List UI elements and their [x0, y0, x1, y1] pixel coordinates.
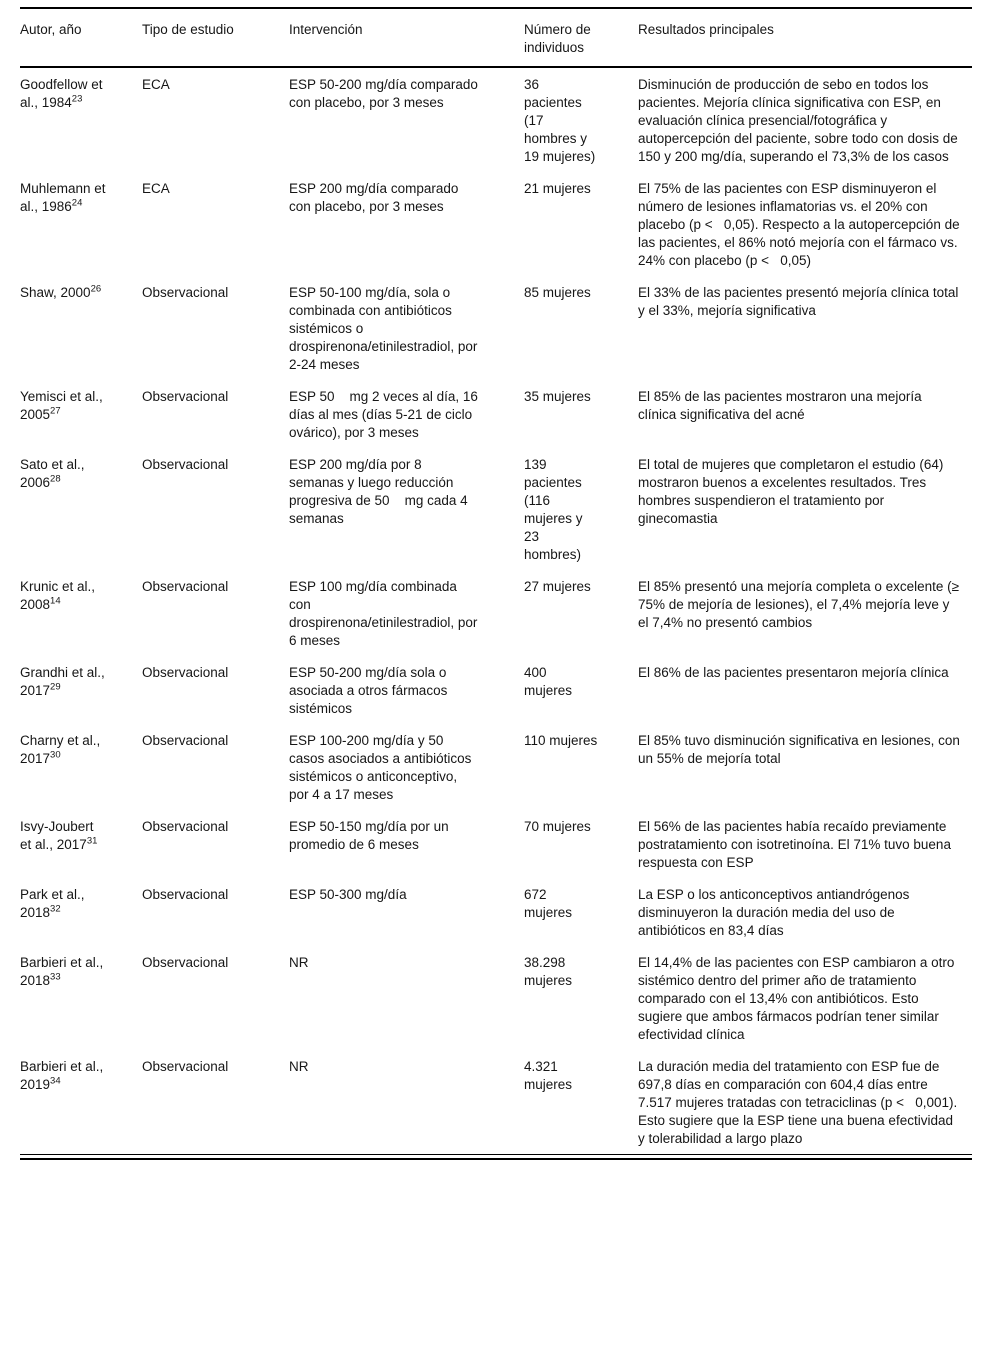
results-cell: El 85% presentó una mejoría completa o excelente (≥ 75% de mejoría de lesiones), el 7,4% mejoría leve y el 7,4% no presentó cambios — [638, 579, 960, 630]
author-cell — [20, 810, 142, 878]
intervention-cell: ESP 200 mg/día comparado con placebo, por 3 meses — [289, 181, 459, 214]
num-individuals-cell: 400 mujeres — [524, 665, 573, 698]
author-cell — [20, 946, 142, 1050]
citation-ref: 32 — [50, 903, 61, 915]
author-text: Yemisci et al., 2005 — [20, 389, 103, 422]
table-row — [20, 570, 972, 656]
table-row — [20, 878, 972, 946]
citation-ref: 14 — [50, 595, 61, 607]
study-type-cell: Observacional — [142, 887, 229, 902]
study-type-cell: Observacional — [142, 665, 229, 680]
table-row — [20, 448, 972, 570]
table-row — [20, 380, 972, 448]
citation-ref: 33 — [50, 971, 61, 983]
study-type-cell: ECA — [142, 181, 170, 196]
author-text: Barbieri et al., 2019 — [20, 1059, 104, 1092]
study-type-cell: Observacional — [142, 955, 229, 970]
col-header-study-type: Tipo de estudio — [142, 8, 289, 67]
num-individuals-cell: 21 mujeres — [524, 181, 591, 196]
author-text: Goodfellow et al., 1984 — [20, 77, 103, 110]
study-type-cell: Observacional — [142, 389, 229, 404]
table-row — [20, 946, 972, 1050]
citation-ref: 26 — [90, 283, 102, 295]
study-type-cell: Observacional — [142, 1059, 229, 1074]
intervention-cell: NR — [289, 1059, 309, 1074]
num-individuals-cell: 85 mujeres — [524, 285, 591, 300]
results-cell: La ESP o los anticonceptivos antiandrógenos disminuyeron la duración media del uso de antibióticos en 83,4 días — [638, 887, 910, 938]
intervention-cell: ESP 50-300 mg/día — [289, 887, 407, 902]
study-type-cell: Observacional — [142, 457, 229, 472]
author-text: Isvy-Joubert et al., 2017 — [20, 819, 94, 852]
results-cell: El 14,4% de las pacientes con ESP cambiaron a otro sistémico dentro del primer año de tratamiento comparado con el 13,4% con antibióticos. Esto sugiere que ambos fármacos podrían tener similar efectividad clínica — [638, 955, 955, 1042]
author-cell — [20, 656, 142, 724]
author-text: Sato et al., 2006 — [20, 457, 85, 490]
author-cell — [20, 172, 142, 276]
table-row — [20, 656, 972, 724]
author-cell — [20, 380, 142, 448]
num-individuals-cell: 35 mujeres — [524, 389, 591, 404]
intervention-cell: NR — [289, 955, 309, 970]
results-cell: El 33% de las pacientes presentó mejoría clínica total y el 33%, mejoría significativa — [638, 285, 959, 318]
author-cell — [20, 1050, 142, 1155]
study-type-cell: Observacional — [142, 579, 229, 594]
results-cell: El 86% de las pacientes presentaron mejoría clínica — [638, 665, 949, 680]
num-individuals-cell: 4.321 mujeres — [524, 1059, 573, 1092]
results-cell: El 85% de las pacientes mostraron una mejoría clínica significativa del acné — [638, 389, 922, 422]
num-individuals-cell: 70 mujeres — [524, 819, 591, 834]
results-cell: La duración media del tratamiento con ESP fue de 697,8 días en comparación con 604,4 días entre 7.517 mujeres tratadas con tetraciclinas (p < 0,001). Esto sugiere que la ESP tiene una buena efectividad y tolerabilidad a largo plazo — [638, 1059, 958, 1146]
intervention-cell: ESP 50-100 mg/día, sola o combinada con antibióticos sistémicos o drospirenona/etinilestradiol, por 2-24 meses — [289, 285, 478, 372]
num-individuals-cell: 139 pacientes (116 mujeres y 23 hombres) — [524, 457, 583, 562]
study-type-cell: Observacional — [142, 733, 229, 748]
table-row — [20, 724, 972, 810]
table-row — [20, 172, 972, 276]
num-individuals-cell: 110 mujeres — [524, 733, 598, 748]
studies-table-container — [20, 7, 972, 1160]
author-text: Charny et al., 2017 — [20, 733, 101, 766]
study-type-cell: Observacional — [142, 285, 229, 300]
citation-ref: 24 — [71, 197, 83, 209]
citation-ref: 27 — [50, 405, 61, 417]
author-cell — [20, 276, 142, 380]
num-individuals-cell: 36 pacientes (17 hombres y 19 mujeres) — [524, 77, 596, 164]
table-body — [20, 67, 972, 1155]
table-bottom-rule — [20, 1158, 972, 1160]
studies-table — [20, 7, 972, 1155]
author-text: Barbieri et al., 2018 — [20, 955, 104, 988]
col-header-author: Autor, año — [20, 8, 142, 67]
table-header — [20, 8, 972, 67]
num-individuals-cell: 27 mujeres — [524, 579, 591, 594]
intervention-cell: ESP 50-200 mg/día comparado con placebo, por 3 meses — [289, 77, 478, 110]
intervention-cell: ESP 200 mg/día por 8 semanas y luego reducción progresiva de 50 mg cada 4 semanas — [289, 457, 468, 526]
author-cell — [20, 448, 142, 570]
table-row — [20, 1050, 972, 1155]
col-header-main-results: Resultados principales — [638, 8, 972, 67]
intervention-cell: ESP 100-200 mg/día y 50 casos asociados a antibióticos sistémicos o anticonceptivo, por 4 a 17 meses — [289, 733, 472, 802]
intervention-cell: ESP 50 mg 2 veces al día, 16 días al mes (días 5-21 de ciclo ovárico), por 3 meses — [289, 389, 478, 440]
citation-ref: 29 — [50, 681, 61, 693]
table-row — [20, 67, 972, 172]
results-cell: El 56% de las pacientes había recaído previamente postratamiento con isotretinoína. El 71% tuvo buena respuesta con ESP — [638, 819, 951, 870]
author-cell — [20, 878, 142, 946]
study-type-cell: Observacional — [142, 819, 229, 834]
study-type-cell: ECA — [142, 77, 170, 92]
author-text: Krunic et al., 2008 — [20, 579, 96, 612]
citation-ref: 34 — [50, 1075, 61, 1087]
author-text: Grandhi et al., 2017 — [20, 665, 105, 698]
citation-ref: 30 — [50, 749, 61, 761]
author-cell — [20, 67, 142, 172]
num-individuals-cell: 672 mujeres — [524, 887, 573, 920]
col-header-intervention: Intervención — [289, 8, 524, 67]
results-cell: El 85% tuvo disminución significativa en lesiones, con un 55% de mejoría total — [638, 733, 960, 766]
intervention-cell: ESP 50-200 mg/día sola o asociada a otros fármacos sistémicos — [289, 665, 448, 716]
table-row — [20, 810, 972, 878]
author-text: Shaw, 2000 — [20, 285, 91, 300]
results-cell: El 75% de las pacientes con ESP disminuyeron el número de lesiones inflamatorias vs. el 20% con placebo (p < 0,05). Respecto a la autopercepción de las pacientes, el 86% notó mejoría con el fármaco vs. 24% con placebo (p < 0,05) — [638, 181, 960, 268]
author-cell — [20, 724, 142, 810]
table-header-row — [20, 8, 972, 67]
intervention-cell: ESP 50-150 mg/día por un promedio de 6 meses — [289, 819, 449, 852]
results-cell: Disminución de producción de sebo en todos los pacientes. Mejoría clínica significativa con ESP, en evaluación clínica presencial/fotográfica y autopercepción del paciente, sobre todo con dosis de 150 y 200 mg/día, superando el 73,3% de los casos — [638, 77, 958, 164]
author-cell — [20, 570, 142, 656]
num-individuals-cell: 38.298 mujeres — [524, 955, 573, 988]
col-header-num-individuals: Número de individuos — [524, 8, 638, 67]
intervention-cell: ESP 100 mg/día combinada con drospirenona/etinilestradiol, por 6 meses — [289, 579, 478, 648]
author-text: Park et al., 2018 — [20, 887, 85, 920]
citation-ref: 28 — [50, 473, 61, 485]
results-cell: El total de mujeres que completaron el estudio (64) mostraron buenos a excelentes resultados. Tres hombres suspendieron el tratamiento por ginecomastia — [638, 457, 944, 526]
author-text: Muhlemann et al., 1986 — [20, 181, 106, 214]
table-row — [20, 276, 972, 380]
citation-ref: 23 — [71, 93, 83, 105]
citation-ref: 31 — [86, 835, 98, 847]
